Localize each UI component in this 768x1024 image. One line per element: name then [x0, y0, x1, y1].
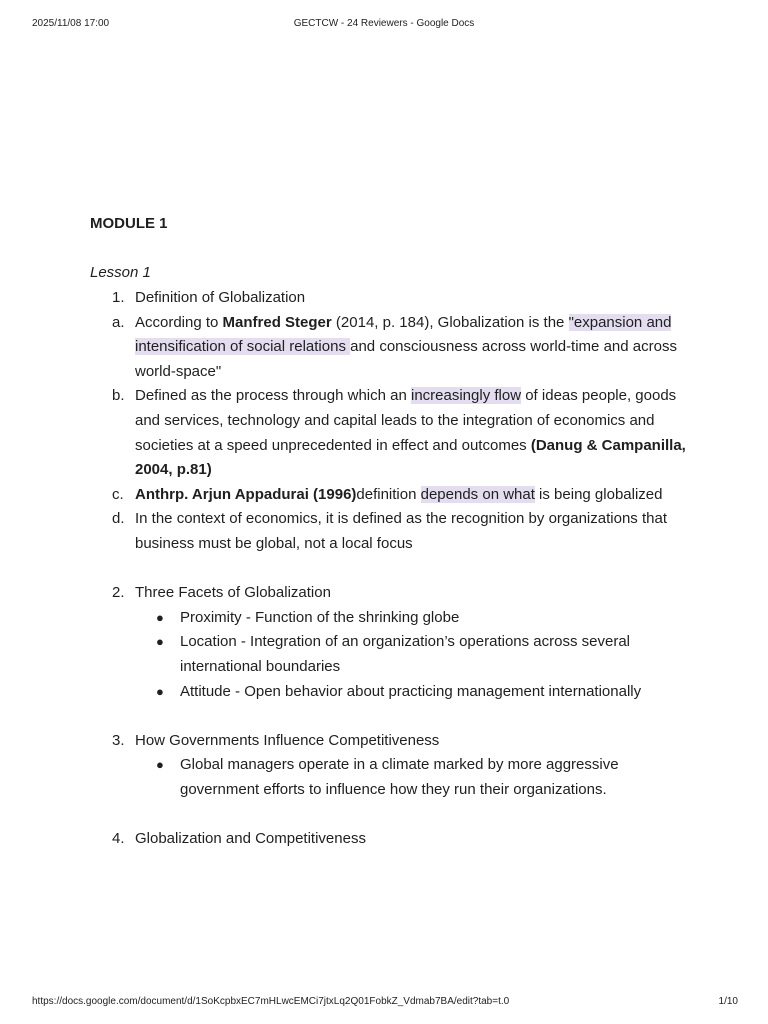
print-page-number: 1/10	[718, 996, 738, 1007]
highlighted-text: "expansion and intensification of social relations	[135, 313, 672, 356]
list-item-title: How Governments Influence Competitiveness	[135, 731, 440, 749]
highlighted-text: depends on what	[420, 485, 535, 503]
bullet-icon: ●	[156, 757, 164, 773]
list-item-4	[90, 827, 690, 852]
bullet-icon: ●	[156, 609, 164, 625]
list-marker: d.	[112, 510, 125, 528]
bold-citation: (Danug & Campanilla, 2004, p.81)	[135, 436, 686, 479]
bold-text: Manfred Steger	[222, 313, 332, 331]
list-item-3	[90, 729, 690, 754]
bullet-item	[90, 606, 690, 631]
list-item-title: Globalization and Competitiveness	[135, 830, 366, 848]
bullet-item	[90, 753, 690, 802]
print-datetime: 2025/11/08 17:00	[32, 18, 110, 29]
list-item-1	[90, 286, 690, 311]
print-footer	[0, 996, 768, 1010]
text-run: According to	[135, 313, 223, 331]
print-doc-title: GECTCW - 24 Reviewers - Google Docs	[293, 18, 475, 29]
print-url: https://docs.google.com/document/d/1SoKcpbxEC7mHLwcEMCi7jtxLq2Q01FobkZ_Vdmab7BA/edit?tab=t.0	[32, 996, 510, 1007]
bullet-icon: ●	[156, 634, 164, 650]
bullet-icon: ●	[156, 683, 164, 699]
bullet-text: Global managers operate in a climate marked by more aggressive government efforts to influence how they run their organizations.	[180, 756, 619, 798]
highlighted-text: increasingly flow	[411, 387, 522, 405]
lesson-heading: Lesson 1	[90, 264, 151, 281]
list-marker: b.	[112, 387, 125, 405]
print-header	[0, 18, 768, 32]
list-item-1b	[90, 384, 690, 482]
bullet-text: Proximity - Function of the shrinking globe	[180, 608, 460, 626]
list-item-1a	[90, 311, 690, 385]
text-run: of ideas people, goods and services, technology and capital leads to the integration of economics and societies at a speed unprecedented in effect and outcomes	[135, 387, 677, 454]
text-run: and consciousness across world-time and across world-space"	[135, 338, 677, 380]
list-marker: 2.	[112, 584, 125, 602]
bullet-text: Attitude - Open behavior about practicing management internationally	[180, 682, 642, 700]
text-run: In the context of economics, it is defined as the recognition by organizations that business must be global, not a local focus	[135, 510, 667, 552]
text-run: Defined as the process through which an	[135, 387, 411, 405]
list-item-1c	[90, 483, 690, 508]
bullet-text: Location - Integration of an organization’s operations across several international boundaries	[180, 633, 630, 675]
bullet-item	[90, 630, 690, 679]
text-run: (2014, p. 184), Globalization is the	[331, 313, 569, 331]
list-marker: 1.	[112, 289, 125, 306]
list-marker: 3.	[112, 731, 125, 749]
list-marker: 4.	[112, 830, 125, 848]
bold-text: Anthrp. Arjun Appadurai (1996)	[135, 485, 357, 503]
bullet-item	[90, 680, 690, 705]
list-item-2	[90, 581, 690, 606]
document-body	[90, 212, 690, 852]
list-marker: c.	[112, 485, 124, 503]
module-heading: MODULE 1	[90, 215, 168, 232]
text-run: is being globalized	[534, 485, 663, 503]
list-item-title: Three Facets of Globalization	[135, 584, 331, 602]
list-item-title: Definition of Globalization	[135, 289, 306, 306]
text-run: definition	[356, 485, 421, 503]
list-item-1d	[90, 507, 690, 556]
list-marker: a.	[112, 313, 125, 331]
